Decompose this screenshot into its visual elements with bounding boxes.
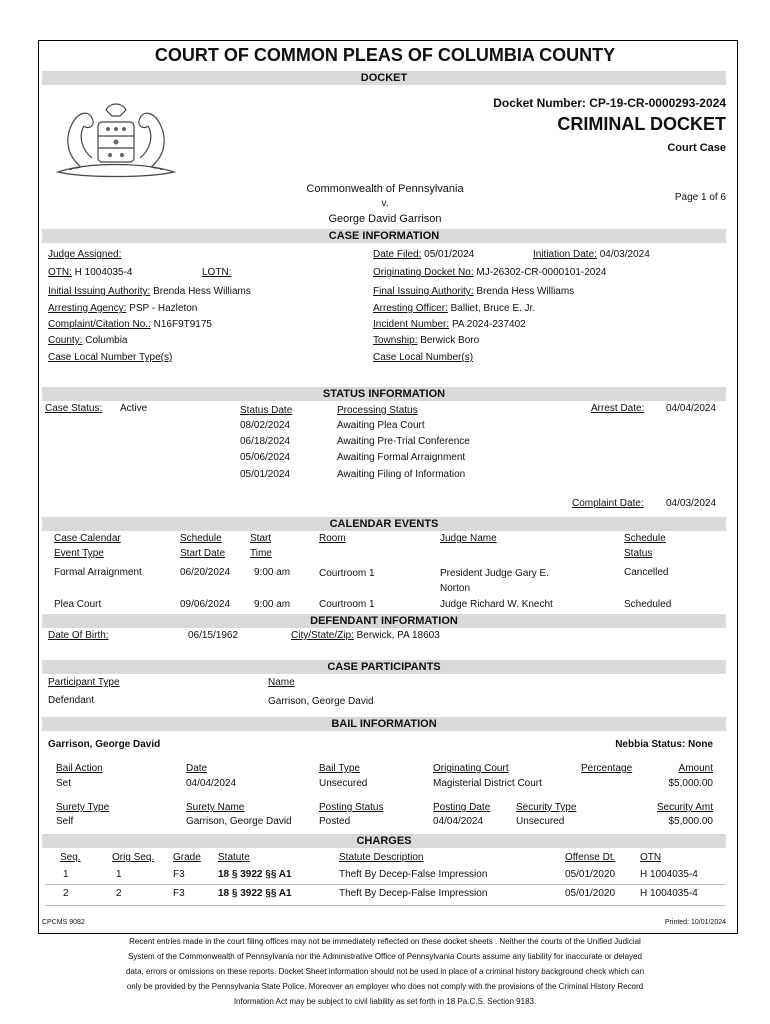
complaint-number-value: N16F9T9175 (153, 319, 212, 330)
participant-type-header: Participant Type (48, 677, 120, 688)
lotn-label: LOTN: (202, 267, 232, 278)
calendar-row-room: Courtroom 1 (319, 599, 375, 610)
status-row-status: Awaiting Formal Arraignment (337, 452, 466, 463)
calendar-row-judge-cont: Norton (440, 583, 471, 594)
disclaimer-line: System of the Commonwealth of Pennsylvania nor the Administrative Office of Pennsylvania Courts assume any liability for inaccurate or delayed (128, 952, 642, 961)
date-filed-value: 05/01/2024 (424, 249, 475, 260)
charges-header-otn: OTN (640, 852, 662, 863)
security-amount: $5,000.00 (668, 816, 713, 827)
docket-number: Docket Number: CP-19-CR-0000293-2024 (493, 96, 726, 110)
printed-date: Printed: 10/01/2024 (664, 919, 726, 926)
charges-bar: CHARGES (42, 834, 726, 848)
bail-amount: $5,000.00 (668, 778, 713, 789)
calendar-header-status-1: Schedule (624, 533, 666, 544)
disclaimer-line: Information Act may be subject to civil liability as set forth in 18 Pa.C.S. Section 9183. (233, 997, 537, 1006)
charge-grade: F3 (173, 888, 185, 899)
otn-label: OTN: (48, 267, 72, 278)
status-information-bar: STATUS INFORMATION (42, 387, 726, 401)
status-row-date: 06/18/2024 (240, 436, 291, 447)
calendar-row-judge: President Judge Gary E. (440, 568, 549, 579)
caption-defendant: George David Garrison (328, 213, 442, 225)
complaint-number-label: Complaint/Citation No.: (48, 319, 151, 330)
surety-type: Self (56, 816, 74, 827)
participant-name: Garrison, George David (268, 696, 374, 707)
calendar-row-room: Courtroom 1 (319, 568, 375, 579)
bail-header-surety-type: Surety Type (56, 802, 110, 813)
bail-person: Garrison, George David (48, 739, 161, 750)
arrest-date-label: Arrest Date: (591, 403, 645, 414)
bail-header-posting-status: Posting Status (319, 802, 384, 813)
township-value: Berwick Boro (420, 335, 480, 346)
calendar-header-start-2: Time (250, 548, 272, 559)
charge-grade: F3 (173, 869, 185, 880)
calendar-row-status: Cancelled (624, 567, 669, 578)
charge-seq: 1 (63, 869, 69, 880)
status-row-status: Awaiting Filing of Information (337, 469, 466, 480)
charge-statute: 18 § 3922 §§ A1 (218, 888, 292, 899)
bail-header-amount: Amount (678, 763, 713, 774)
charge-row-divider (45, 905, 725, 906)
status-row-date: 08/02/2024 (240, 420, 291, 431)
charge-orig-seq: 2 (116, 888, 122, 899)
pennsylvania-seal-icon (48, 96, 184, 180)
final-authority-label: Final Issuing Authority: (373, 286, 474, 297)
charges-header-orig-seq: Orig Seq. (112, 852, 155, 863)
calendar-header-schedule-1: Schedule (180, 533, 222, 544)
calendar-header-event-1: Case Calendar (54, 533, 121, 544)
charge-orig-seq: 1 (116, 869, 122, 880)
initial-authority-label: Initial Issuing Authority: (48, 286, 151, 297)
calendar-row-event: Formal Arraignment (54, 567, 142, 578)
case-participants-bar: CASE PARTICIPANTS (42, 660, 726, 674)
charge-description: Theft By Decep-False Impression (339, 869, 488, 880)
caption-commonwealth: Commonwealth of Pennsylvania (306, 183, 464, 195)
final-authority-row (373, 286, 574, 298)
bail-header-surety-name: Surety Name (186, 802, 245, 813)
charge-otn: H 1004035-4 (640, 869, 698, 880)
posting-date: 04/04/2024 (433, 816, 484, 827)
charge-offense-date: 05/01/2020 (565, 869, 616, 880)
originating-docket-value: MJ-26302-CR-0000101-2024 (476, 267, 607, 278)
bail-header-posting-date: Posting Date (433, 802, 491, 813)
case-local-type-label: Case Local Number Type(s) (48, 352, 173, 363)
arresting-officer-label: Arresting Officer: (373, 303, 448, 314)
arrest-date-value: 04/04/2024 (666, 403, 717, 414)
arresting-agency-value: PSP - Hazleton (129, 303, 198, 314)
bail-action: Set (56, 778, 72, 789)
initiation-date-label: Initiation Date: (533, 249, 597, 260)
calendar-events-bar: CALENDAR EVENTS (42, 517, 726, 531)
bail-date: 04/04/2024 (186, 778, 237, 789)
security-type: Unsecured (516, 816, 565, 827)
county-label: County: (48, 335, 83, 346)
calendar-row-judge: Judge Richard W. Knecht (440, 599, 553, 610)
incident-number-label: Incident Number: (373, 319, 450, 330)
calendar-row-status: Scheduled (624, 599, 672, 610)
otn-row (48, 267, 133, 279)
otn-value: H 1004035-4 (74, 267, 133, 278)
arresting-agency-row (48, 303, 197, 315)
date-of-birth-value: 06/15/1962 (188, 630, 239, 641)
charge-description: Theft By Decep-False Impression (339, 888, 488, 899)
date-filed-row (373, 249, 474, 261)
bail-header-originating-court: Originating Court (433, 763, 509, 774)
posting-status: Posted (319, 816, 351, 827)
form-number: CPCMS 9082 (42, 919, 85, 926)
bail-originating-court: Magisterial District Court (433, 778, 542, 789)
status-row-date: 05/06/2024 (240, 452, 291, 463)
arresting-agency-label: Arresting Agency: (48, 303, 127, 314)
charges-header-statute: Statute (218, 852, 250, 863)
originating-docket-row (373, 267, 606, 279)
charge-row-divider (45, 884, 725, 885)
charge-statute: 18 § 3922 §§ A1 (218, 869, 292, 880)
calendar-header-schedule-2: Start Date (180, 548, 226, 559)
bail-type: Unsecured (319, 778, 368, 789)
disclaimer-line: only be provided by the Pennsylvania State Police. Moreover an employer who does not comply with the provisions of the Criminal History Record (126, 982, 644, 991)
date-of-birth-label: Date Of Birth: (48, 630, 109, 641)
calendar-header-event-2: Event Type (54, 548, 104, 559)
nebbia-status: Nebbia Status: None (615, 739, 713, 750)
calendar-row-event: Plea Court (54, 599, 102, 610)
status-row-status: Awaiting Plea Court (337, 420, 425, 431)
caption-versus: v. (381, 198, 389, 209)
bail-header-action: Bail Action (56, 763, 103, 774)
initiation-date-value: 04/03/2024 (599, 249, 650, 260)
court-case-label: Court Case (667, 142, 726, 154)
charge-offense-date: 05/01/2020 (565, 888, 616, 899)
township-label: Township: (373, 335, 418, 346)
calendar-row-time: 9:00 am (254, 599, 291, 610)
city-state-zip-value: Berwick, PA 18603 (356, 630, 440, 641)
originating-docket-label: Originating Docket No: (373, 267, 474, 278)
participant-type: Defendant (48, 695, 95, 706)
case-status-label: Case Status: (45, 403, 103, 414)
incident-number-value: PA 2024-237402 (451, 319, 526, 330)
status-row-status: Awaiting Pre-Trial Conference (337, 436, 470, 447)
incident-number-row (373, 319, 526, 331)
case-status-value: Active (120, 403, 148, 414)
charges-header-offense-date: Offense Dt. (565, 852, 616, 863)
status-row-date: 05/01/2024 (240, 469, 291, 480)
bail-header-type: Bail Type (319, 763, 360, 774)
court-title: COURT OF COMMON PLEAS OF COLUMBIA COUNTY (154, 45, 616, 65)
bail-header-security-amt: Security Amt (656, 802, 713, 813)
status-date-header: Status Date (240, 405, 293, 416)
calendar-header-start-1: Start (250, 533, 272, 544)
participant-name-header: Name (268, 677, 295, 688)
bail-header-date: Date (186, 763, 208, 774)
city-state-zip-label: City/State/Zip: (291, 630, 354, 641)
disclaimer-line: Recent entries made in the court filing offices may not be immediately reflected on these docket sheets . Neither the courts of the Unified Judicial (129, 937, 641, 946)
complaint-number-row (48, 319, 212, 331)
complaint-date-value: 04/03/2024 (666, 498, 717, 509)
calendar-row-time: 9:00 am (254, 567, 291, 578)
final-authority-value: Brenda Hess Williams (476, 286, 575, 297)
calendar-row-date: 06/20/2024 (180, 567, 231, 578)
calendar-header-status-2: Status (624, 548, 653, 559)
judge-assigned-label: Judge Assigned: (48, 249, 122, 260)
charges-header-seq: Seq. (60, 852, 81, 863)
docket-type: CRIMINAL DOCKET (557, 114, 726, 134)
arresting-officer-value: Balliet, Bruce E. Jr. (450, 303, 536, 314)
county-row (48, 335, 128, 347)
township-row (373, 335, 479, 347)
bail-header-percentage: Percentage (581, 763, 633, 774)
docket-bar: DOCKET (42, 71, 726, 85)
page-number: Page 1 of 6 (674, 192, 726, 203)
charges-header-description: Statute Description (339, 852, 424, 863)
initial-authority-row (48, 286, 251, 298)
bail-header-security-type: Security Type (516, 802, 577, 813)
calendar-header-room: Room (319, 533, 346, 544)
arresting-officer-row (373, 303, 535, 315)
disclaimer-line: data, errors or omissions on these reports. Docket Sheet information should not be used in place of a criminal history background check which can (125, 967, 645, 976)
case-local-number-label: Case Local Number(s) (373, 352, 474, 363)
charges-header-grade: Grade (173, 852, 201, 863)
charge-otn: H 1004035-4 (640, 888, 698, 899)
date-filed-label: Date Filed: (373, 249, 422, 260)
case-information-bar: CASE INFORMATION (42, 229, 726, 243)
initial-authority-value: Brenda Hess Williams (153, 286, 251, 297)
processing-status-header: Processing Status (337, 405, 418, 416)
charge-seq: 2 (63, 888, 69, 899)
initiation-date-row (533, 249, 650, 261)
calendar-row-date: 09/06/2024 (180, 599, 231, 610)
defendant-information-bar: DEFENDANT INFORMATION (42, 614, 726, 628)
surety-name: Garrison, George David (186, 816, 292, 827)
complaint-date-label: Complaint Date: (572, 498, 644, 509)
bail-information-bar: BAIL INFORMATION (42, 717, 726, 731)
calendar-header-judge: Judge Name (440, 533, 497, 544)
city-state-zip-row (291, 630, 440, 642)
county-value: Columbia (85, 335, 128, 346)
